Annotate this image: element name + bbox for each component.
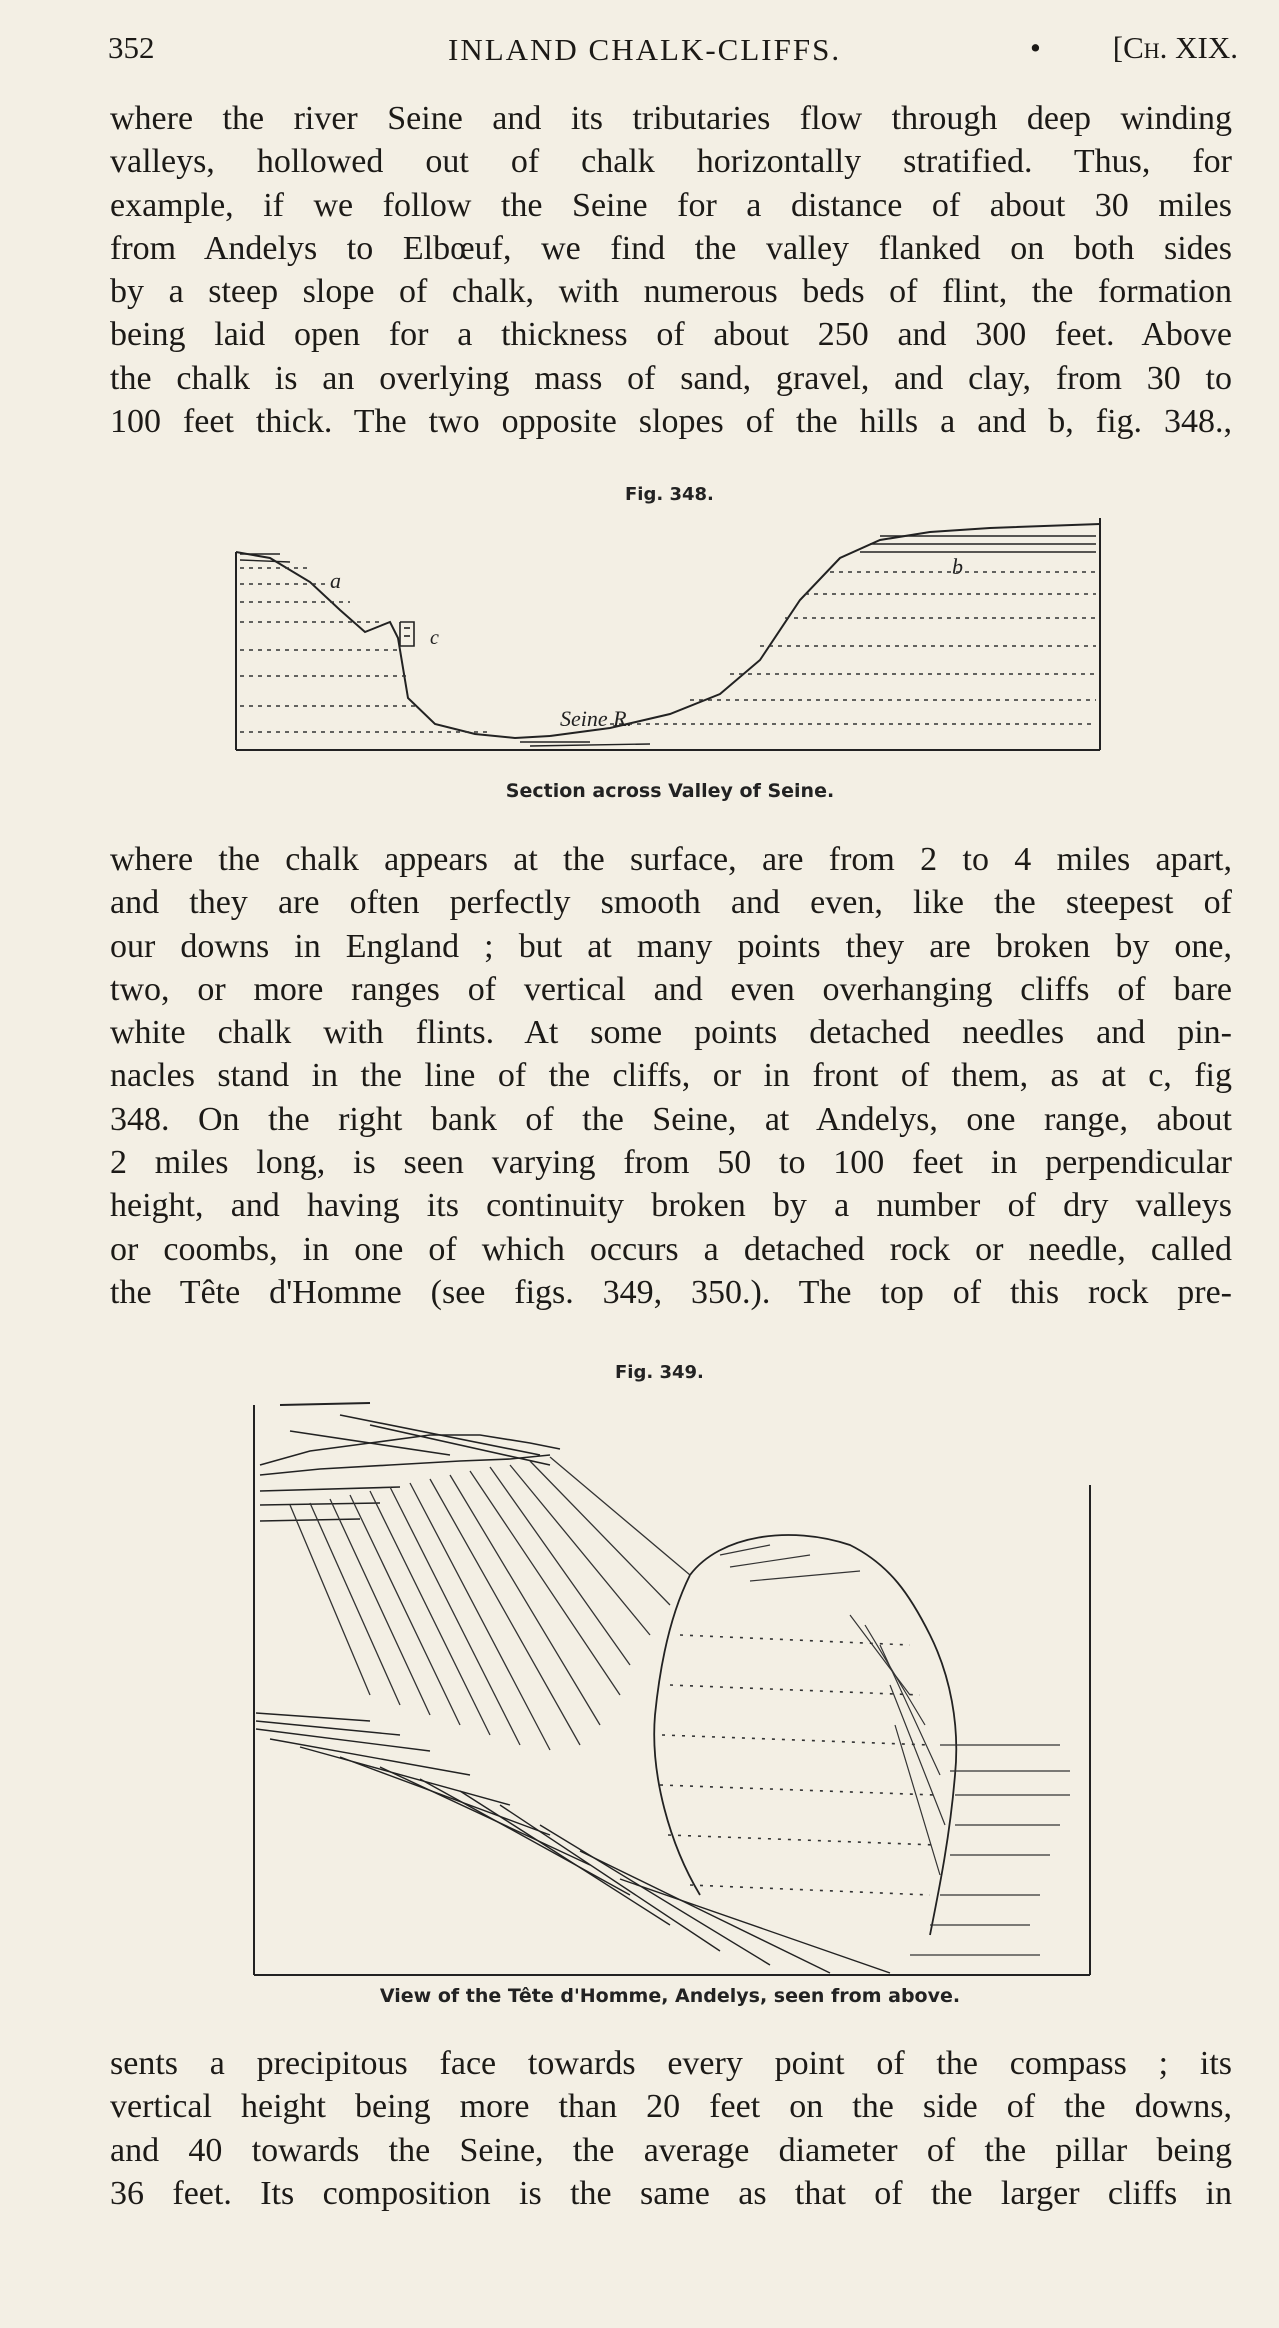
text-line: white chalk with flints. At some points detached needles and pin- <box>110 1014 1232 1052</box>
fig-349-caption: View of the Tête d'Homme, Andelys, seen from above. <box>379 1985 961 2007</box>
paragraph-1 <box>110 97 1232 443</box>
text-line: where the river Seine and its tributaries flow through deep winding <box>110 100 1232 137</box>
text-line: nacles stand in the line of the cliffs, or in front of them, as at c, fig <box>110 1057 1232 1095</box>
chapter-label: [Ch. XIX. <box>1112 30 1238 65</box>
text-line: by a steep slope of chalk, with numerous beds of flint, the formation <box>110 273 1232 311</box>
header-mark: • <box>1030 30 1041 65</box>
fig-348-mark-c: c <box>430 627 439 649</box>
text-line: sents a precipitous face towards every point of the compass ; its <box>110 2045 1232 2082</box>
fig-348-label: Fig. 348. <box>625 484 714 505</box>
fig-348-section-diagram <box>230 510 1110 760</box>
fig-348-mark-b: b <box>952 554 963 579</box>
text-line: 2 miles long, is seen varying from 50 to 100 feet in perpendicular <box>110 1144 1232 1182</box>
text-line: our downs in England ; but at many points they are broken by one, <box>110 927 1232 965</box>
text-line: example, if we follow the Seine for a distance of about 30 miles <box>110 186 1232 224</box>
text-line: from Andelys to Elbœuf, we find the valley flanked on both sides <box>110 229 1232 267</box>
text-line: where the chalk appears at the surface, are from 2 to 4 miles apart, <box>110 841 1232 878</box>
text-line: 36 feet. Its composition is the same as that of the larger cliffs in <box>110 2174 1232 2212</box>
text-line: and they are often perfectly smooth and even, like the steepest of <box>110 884 1232 922</box>
fig-348-river-label: Seine R. <box>560 706 633 731</box>
text-line: two, or more ranges of vertical and even overhanging cliffs of bare <box>110 970 1232 1008</box>
paragraph-3 <box>110 2042 1232 2215</box>
fig-348-mark-a: a <box>330 568 341 593</box>
text-line: valleys, hollowed out of chalk horizontally stratified. Thus, for <box>110 143 1232 181</box>
text-line: being laid open for a thickness of about 250 and 300 feet. Above <box>110 316 1232 354</box>
text-line: or coombs, in one of which occurs a detached rock or needle, called <box>110 1230 1232 1268</box>
text-line: the Tête d'Homme (see figs. 349, 350.). The top of this rock pre- <box>110 1273 1232 1311</box>
running-header <box>108 30 1238 80</box>
text-line: the chalk is an overlying mass of sand, gravel, and clay, from 30 to <box>110 359 1232 397</box>
fig-349-label: Fig. 349. <box>615 1362 704 1383</box>
fig-348-caption: Section across Valley of Seine. <box>505 780 835 802</box>
text-line: 348. On the right bank of the Seine, at Andelys, one range, about <box>110 1100 1232 1138</box>
text-line: height, and having its continuity broken by a number of dry valleys <box>110 1187 1232 1225</box>
fig-349-view-illustration <box>250 1395 1100 1985</box>
text-line: vertical height being more than 20 feet on the side of the downs, <box>110 2088 1232 2126</box>
running-title: INLAND CHALK-CLIFFS. <box>448 32 842 67</box>
page-number: 352 <box>108 30 155 65</box>
text-line: 100 feet thick. The two opposite slopes of the hills a and b, fig. 348., <box>110 403 1232 441</box>
paragraph-2 <box>110 838 1232 1314</box>
text-line: and 40 towards the Seine, the average diameter of the pillar being <box>110 2131 1232 2169</box>
